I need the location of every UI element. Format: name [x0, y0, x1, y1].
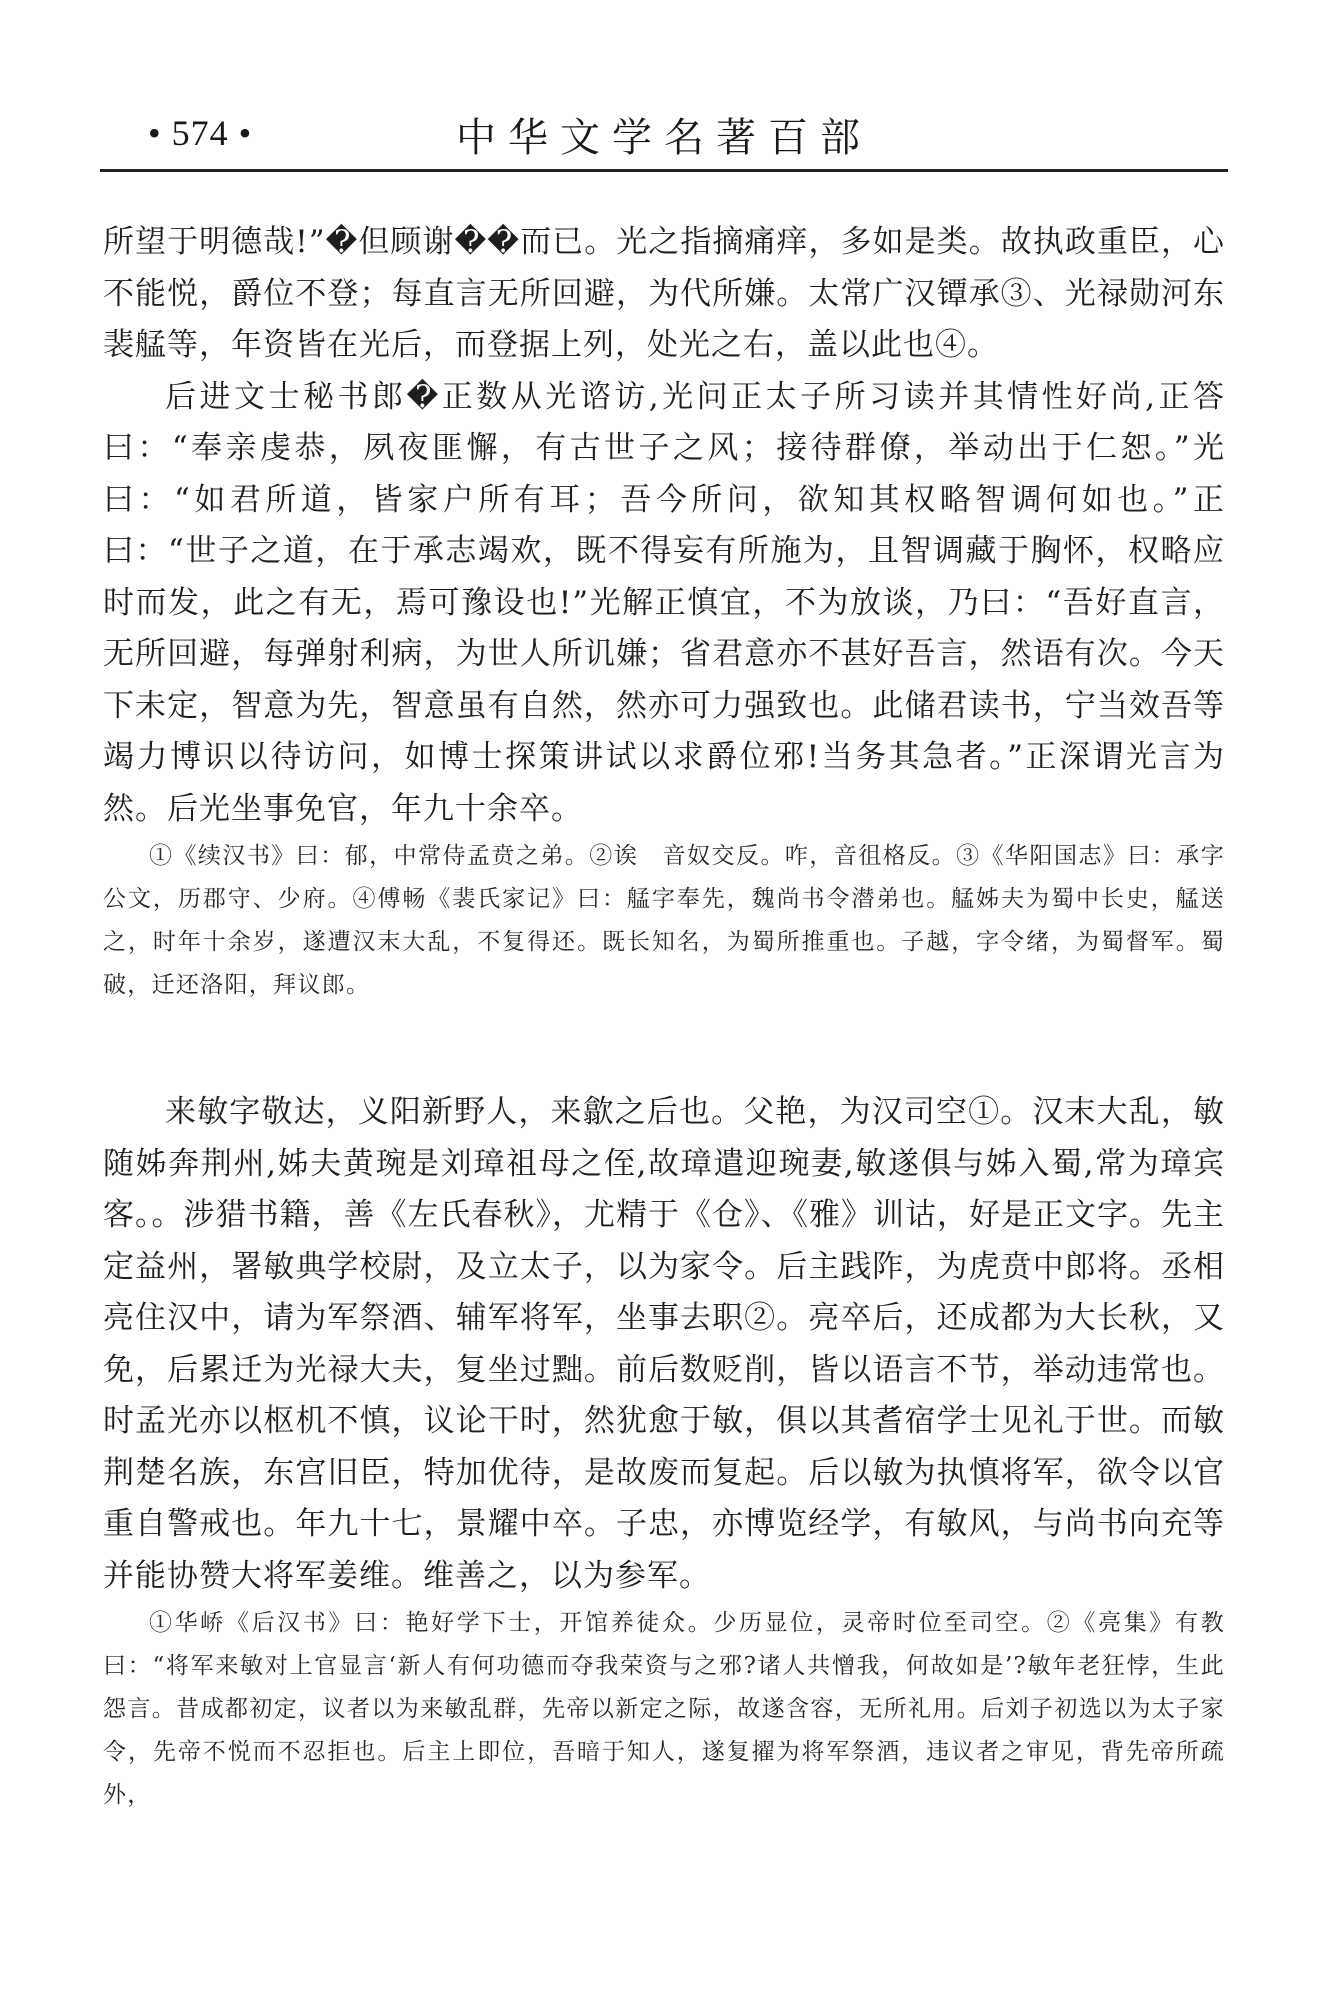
- page-number: • 574 •: [148, 113, 253, 153]
- footnote: ①华峤《后汉书》曰：艳好学下士，开馆养徒众。少历显位，灵帝时位至司空。②《亮集》有教曰：“将军来敏对上官显言‘新人有何功德而夺我荣资与之邪?诸人共憎我，何故如是’?敏年老狂悖，生此怨言。昔成都初定，议者以为来敏乱群，先帝以新定之际，故遂含容，无所礼用。后刘子初选以为太子家令，先帝不悦而不忍拒也。后主上即位，吾暗于知人，遂复擢为将军祭酒，违议者之审见，背先帝所疏外，: [103, 1610, 1225, 1808]
- body-paragraph: 来敏字敬达，义阳新野人，来歙之后也。父艳，为汉司空①。汉末大乱，敏随姊奔荆州,姊夫黄琬是刘璋祖母之侄,故璋遣迎琬妻,敏遂俱与姊入蜀,常为璋宾客。。涉猎书籍，善《左氏春秋》，尤精于《仓》、《雅》训诂，好是正文字。先主定益州，署敏典学校尉，及立太子，以为家令。后主践阼，为虎贲中郎将。丞相亮住汉中，请为军祭酒、辅军将军，坐事去职②。亮卒后，还成都为大长秋，又免，后累迁为光禄大夫，复坐过黜。前后数贬削，皆以语言不节，举动违常也。时孟光亦以枢机不慎，议论干时，然犹愈于敏，俱以其耆宿学士见礼于世。而敏荆楚名族，东宫旧臣，特加优待，是故废而复起。后以敏为执慎将军，欲令以官重自警戒也。年九十七，景耀中卒。子忠，亦博览经学，有敏风，与尚书向充等并能协赞大将军姜维。维善之，以为参军。: [103, 1094, 1225, 1594]
- header-rule: [100, 169, 1228, 172]
- body-paragraph: 后进文士秘书郎�正数从光谘访,光问正太子所习读并其情性好尚,正答曰：“奉亲虔恭，夙夜匪懈，有古世子之风；接待群僚，举动出于仁恕。”光曰：“如君所道，皆家户所有耳；吾今所问，欲知其权略智调何如也。”正曰：“世子之道，在于承志竭欢，既不得妄有所施为，且智调藏于胸怀，权略应时而发，此之有无，焉可豫设也!”光解正慎宜，不为放谈，乃曰：“吾好直言，无所回避，每弹射利病，为世人所讥嫌；省君意亦不甚好吾言，然语有次。今天下未定，智意为先，智意虽有自然，然亦可力强致也。此储君读书，宁当效吾等竭力博识以待访问，如博士探策讲试以求爵位邪!当务其急者。”正深谓光言为然。后光坐事免官，年九十余卒。: [103, 378, 1225, 827]
- footnote: ①《续汉书》曰：郁，中常侍孟贲之弟。②诶 音奴交反。咋，音徂格反。③《华阳国志》曰：承字公文，历郡守、少府。④傅畅《裴氏家记》曰：艋字奉先，魏尚书令潜弟也。艋姊夫为蜀中长史，艋送之，时年十余岁，遂遭汉末大乱，不复得还。既长知名，为蜀所推重也。子越，字令绪，为蜀督军。蜀破，迁还洛阳，拜议郎。: [103, 843, 1225, 998]
- section-lai-min: [103, 1087, 1225, 1817]
- book-title: 中华文学名著百部: [456, 115, 872, 161]
- body-paragraph: 所望于明德哉!”�但顾谢��而已。光之指摘痛痒，多如是类。故执政重臣，心不能悦，爵位不登；每直言无所回避，为代所嫌。太常广汉镡承③、光禄勋河东裴艋等，年资皆在光后，而登据上列，处光之右，盖以此也④。: [103, 224, 1225, 363]
- section-meng-guang: [103, 217, 1225, 1007]
- page-header: [100, 106, 1228, 166]
